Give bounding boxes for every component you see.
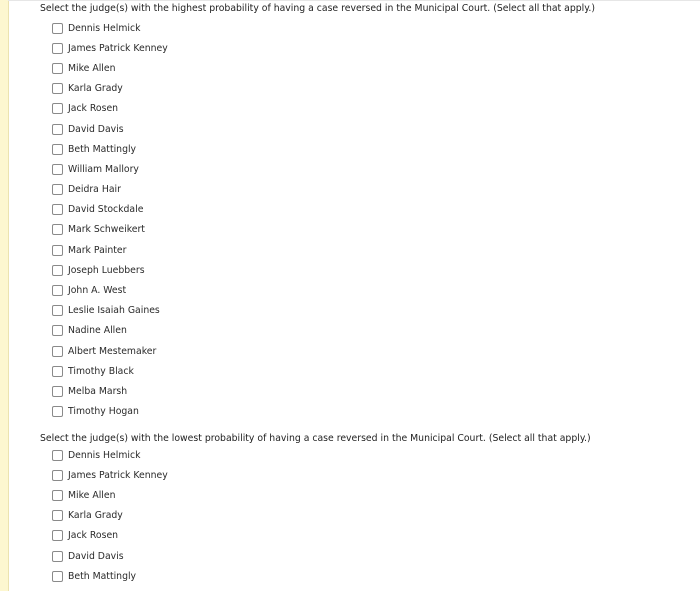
checkbox-icon[interactable]: [52, 63, 63, 74]
judge-option[interactable]: [40, 139, 595, 159]
checkbox-icon[interactable]: [52, 406, 63, 417]
judge-option[interactable]: [40, 159, 595, 179]
judge-option[interactable]: [40, 506, 591, 526]
checkbox-icon[interactable]: [52, 470, 63, 481]
option-label: Jack Rosen: [68, 530, 119, 542]
option-label: Beth Mattingly: [68, 570, 137, 582]
option-label: Mark Schweikert: [68, 224, 145, 236]
checkbox-icon[interactable]: [52, 43, 63, 54]
judge-option[interactable]: [40, 566, 591, 586]
judge-option[interactable]: [40, 445, 591, 465]
checkbox-icon[interactable]: [52, 305, 63, 316]
checkbox-icon[interactable]: [52, 346, 63, 357]
option-label: Joseph Luebbers: [68, 264, 145, 276]
option-label: Timothy Black: [68, 365, 134, 377]
option-label: Dennis Helmick: [68, 22, 141, 34]
question-prompt: Select the judge(s) with the highest probability of having a case reversed in the Municipal Court. (Select all that apply.): [40, 3, 595, 14]
option-list: [40, 18, 595, 422]
option-label: David Davis: [68, 550, 124, 562]
option-label: Mike Allen: [68, 489, 116, 501]
checkbox-icon[interactable]: [52, 285, 63, 296]
judge-option[interactable]: [40, 546, 591, 566]
option-label: Leslie Isaiah Gaines: [68, 305, 160, 317]
option-label: Mark Painter: [68, 244, 127, 256]
judge-option[interactable]: [40, 321, 595, 341]
question-prompt: Select the judge(s) with the lowest probability of having a case reversed in the Municipal Court. (Select all that apply.): [40, 433, 591, 444]
left-margin-bar: [0, 0, 9, 591]
option-label: Jack Rosen: [68, 103, 119, 115]
checkbox-icon[interactable]: [52, 103, 63, 114]
option-label: Melba Marsh: [68, 385, 128, 397]
option-label: Albert Mestemaker: [68, 345, 157, 357]
option-label: Mike Allen: [68, 62, 116, 74]
checkbox-icon[interactable]: [52, 386, 63, 397]
judge-option[interactable]: [40, 361, 595, 381]
checkbox-icon[interactable]: [52, 245, 63, 256]
option-label: Karla Grady: [68, 83, 123, 95]
checkbox-icon[interactable]: [52, 164, 63, 175]
judge-option[interactable]: [40, 200, 595, 220]
judge-option[interactable]: [40, 180, 595, 200]
checkbox-icon[interactable]: [52, 571, 63, 582]
judge-option[interactable]: [40, 402, 595, 422]
option-list: [40, 445, 591, 586]
judge-option[interactable]: [40, 485, 591, 505]
option-label: James Patrick Kenney: [68, 469, 168, 481]
option-label: John A. West: [68, 285, 127, 297]
option-label: Timothy Hogan: [68, 406, 139, 418]
judge-option[interactable]: [40, 119, 595, 139]
checkbox-icon[interactable]: [52, 184, 63, 195]
checkbox-icon[interactable]: [52, 325, 63, 336]
checkbox-icon[interactable]: [52, 224, 63, 235]
judge-option[interactable]: [40, 280, 595, 300]
judge-option[interactable]: [40, 381, 595, 401]
checkbox-icon[interactable]: [52, 204, 63, 215]
checkbox-icon[interactable]: [52, 510, 63, 521]
option-label: Dennis Helmick: [68, 449, 141, 461]
judge-option[interactable]: [40, 99, 595, 119]
question-lowest-reversal: [40, 433, 591, 586]
option-label: Nadine Allen: [68, 325, 127, 337]
checkbox-icon[interactable]: [52, 530, 63, 541]
option-label: James Patrick Kenney: [68, 42, 168, 54]
option-label: Deidra Hair: [68, 184, 121, 196]
option-label: Karla Grady: [68, 510, 123, 522]
judge-option[interactable]: [40, 18, 595, 38]
option-label: William Mallory: [68, 163, 139, 175]
checkbox-icon[interactable]: [52, 265, 63, 276]
judge-option[interactable]: [40, 526, 591, 546]
top-divider: [8, 0, 700, 1]
checkbox-icon[interactable]: [52, 124, 63, 135]
checkbox-icon[interactable]: [52, 23, 63, 34]
judge-option[interactable]: [40, 220, 595, 240]
option-label: Beth Mattingly: [68, 143, 137, 155]
option-label: David Stockdale: [68, 204, 144, 216]
option-label: David Davis: [68, 123, 124, 135]
judge-option[interactable]: [40, 465, 591, 485]
judge-option[interactable]: [40, 240, 595, 260]
checkbox-icon[interactable]: [52, 83, 63, 94]
checkbox-icon[interactable]: [52, 450, 63, 461]
judge-option[interactable]: [40, 79, 595, 99]
question-highest-reversal: [40, 3, 595, 422]
checkbox-icon[interactable]: [52, 144, 63, 155]
judge-option[interactable]: [40, 58, 595, 78]
judge-option[interactable]: [40, 260, 595, 280]
judge-option[interactable]: [40, 38, 595, 58]
checkbox-icon[interactable]: [52, 490, 63, 501]
judge-option[interactable]: [40, 301, 595, 321]
checkbox-icon[interactable]: [52, 551, 63, 562]
checkbox-icon[interactable]: [52, 366, 63, 377]
judge-option[interactable]: [40, 341, 595, 361]
